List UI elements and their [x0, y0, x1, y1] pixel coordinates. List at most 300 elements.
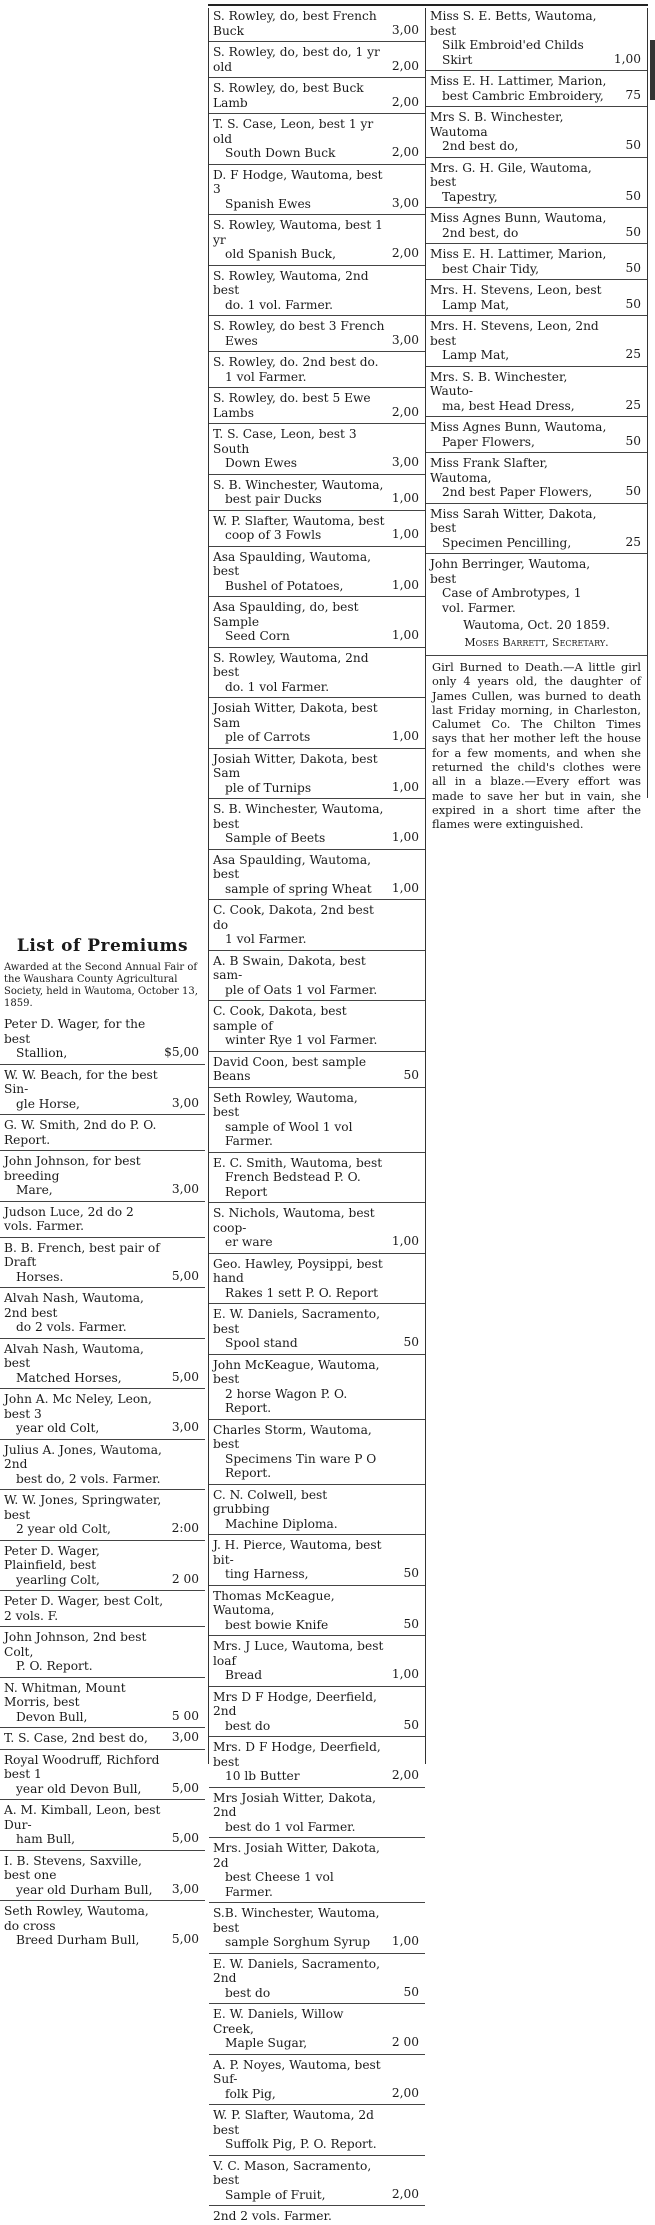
premium-amount: 1,00 — [391, 830, 419, 844]
entry-text: John A. Mc Neley, Leon, best 3 — [4, 1392, 152, 1421]
entry-continuation: best do — [225, 1985, 271, 2000]
entry-continuation: sample of Wool 1 vol Farmer. — [225, 1119, 353, 1148]
premium-entry — [209, 477, 425, 508]
entry-text: D. F Hodge, Wautoma, best 3 — [213, 167, 383, 196]
premium-entry — [209, 1956, 425, 2002]
entry-continuation: coop of 3 Fowls — [225, 528, 322, 542]
page-title: List of Premiums — [16, 936, 189, 956]
entry-divider — [209, 1736, 425, 1737]
entry-divider — [209, 1585, 425, 1586]
entry-text: Mrs. G. H. Gile, Wautoma, best — [430, 160, 592, 189]
entry-text: A. P. Noyes, Wautoma, best Suf- — [213, 2057, 381, 2086]
premium-amount: 2:00 — [171, 1521, 199, 1535]
entry-text: Miss Sarah Witter, Dakota, best — [430, 506, 597, 535]
premium-entry — [209, 1422, 425, 1482]
entry-continuation: Lamp Mat, — [442, 297, 510, 312]
entry-text: N. Whitman, Mount Morris, best — [4, 1680, 126, 1709]
entry-text: Mrs D F Hodge, Deerfield, 2nd — [213, 1689, 377, 1718]
entry-continuation: Devon Bull, — [16, 1709, 88, 1724]
entry-continuation: Tapestry, — [442, 189, 498, 204]
entry-text: Alvah Nash, Wautoma, 2nd best — [4, 1291, 144, 1320]
entry-text: S. Rowley, Wautoma, 2nd best — [213, 650, 369, 679]
entry-text: T. S. Case, Leon, best 3 South — [213, 427, 357, 456]
entry-divider — [209, 1686, 425, 1687]
entry-text: Mrs S. B. Winchester, Wautoma — [430, 110, 564, 139]
premium-amount: 50 — [625, 484, 641, 498]
premium-amount: 1,00 — [391, 880, 419, 895]
premium-amount: 1,00 — [391, 628, 419, 642]
entry-divider — [209, 697, 425, 698]
entry-continuation: Suffolk Pig, P. O. Report. — [225, 2137, 377, 2151]
entry-continuation: ting Harness, — [225, 1567, 309, 1581]
entry-text: S. Rowley, do, best do, 1 yr old — [213, 45, 380, 74]
entry-text: Miss S. E. Betts, Wautoma, best — [430, 9, 597, 38]
entry-text: Mrs. J Luce, Wautoma, best loaf — [213, 1639, 384, 1668]
premium-entry — [0, 1117, 205, 1148]
entry-continuation: old Spanish Buck, — [225, 247, 336, 261]
dateline: Wautoma, Oct. 20 1859. — [463, 618, 610, 632]
entry-continuation: best do — [225, 1718, 271, 1733]
divider — [426, 655, 647, 656]
entry-text: E. W. Daniels, Willow Creek, — [213, 2007, 344, 2036]
entry-continuation: 2 horse Wagon P. O. Report. — [225, 1386, 348, 1415]
premium-entry — [209, 1155, 425, 1201]
premium-entry — [426, 246, 647, 277]
entry-text: Asa Spaulding, do, best Sample — [213, 600, 359, 629]
entry-text: Thomas McKeague, Wautoma, — [213, 1588, 335, 1617]
premium-amount: 2,00 — [391, 404, 419, 419]
entry-divider — [209, 1484, 425, 1485]
entry-divider — [0, 1900, 205, 1901]
entry-continuation: Stallion, — [16, 1046, 68, 1060]
premium-entry — [209, 167, 425, 213]
premium-entry — [209, 1205, 425, 1251]
entry-text: S. Rowley, do, best Buck Lamb — [213, 81, 364, 110]
entry-divider — [209, 798, 425, 799]
entry-divider — [0, 1850, 205, 1851]
premium-amount: 50 — [625, 138, 641, 152]
premium-entry — [209, 390, 425, 421]
entry-continuation: Sample of Fruit, — [225, 2187, 326, 2202]
premium-entry — [426, 369, 647, 415]
entry-divider — [426, 70, 647, 71]
premium-amount: 1,00 — [391, 1667, 419, 1681]
entry-continuation: 2nd best Paper Flowers, — [442, 485, 593, 499]
premium-entry — [0, 1680, 205, 1726]
entry-divider — [0, 1727, 205, 1728]
entry-text: B. B. French, best pair of Draft — [4, 1240, 160, 1269]
premium-entry — [426, 556, 647, 616]
entry-continuation: 2 year old Colt, — [16, 1522, 111, 1536]
premium-entry — [209, 1905, 425, 1951]
entry-text: Mrs. H. Stevens, Leon, 2nd best — [430, 319, 599, 348]
entry-divider — [209, 1253, 425, 1254]
entry-text: Asa Spaulding, Wautoma, best — [213, 549, 371, 578]
premium-amount: 2,00 — [391, 246, 419, 260]
premium-amount: 5,00 — [171, 1831, 199, 1845]
premium-entry — [426, 318, 647, 364]
premium-amount: 50 — [403, 1068, 419, 1082]
premium-entry — [0, 1153, 205, 1199]
premium-amount: 2,00 — [391, 94, 419, 109]
entry-text: Mrs Josiah Witter, Dakota, 2nd — [213, 1790, 377, 1819]
entry-text: A. M. Kimball, Leon, best Dur- — [4, 1803, 161, 1832]
premium-entry — [0, 1204, 205, 1235]
entry-divider — [209, 1303, 425, 1304]
entry-continuation: 2nd best do, — [442, 139, 519, 153]
premium-amount: 50 — [403, 1335, 419, 1349]
premium-amount: 1,00 — [391, 491, 419, 505]
entry-divider — [426, 243, 647, 244]
entry-divider — [209, 351, 425, 352]
entry-continuation: 1 vol Farmer. — [225, 932, 307, 946]
entry-divider — [209, 849, 425, 850]
premium-entry — [209, 1487, 425, 1533]
entry-divider — [209, 899, 425, 900]
premium-entry — [209, 852, 425, 898]
entry-continuation: best Chair Tidy, — [442, 261, 540, 276]
entry-text: T. S. Case, 2nd best do, — [4, 1731, 148, 1745]
premium-amount: 3,00 — [171, 1730, 199, 1744]
entry-text: Miss Frank Slafter, Wautoma, — [430, 456, 548, 485]
premium-entry — [426, 506, 647, 552]
premium-entry — [209, 1357, 425, 1417]
premium-entry — [0, 1802, 205, 1848]
premium-entry — [209, 953, 425, 999]
entry-continuation: year old Devon Bull, — [16, 1781, 142, 1796]
entry-divider — [0, 1799, 205, 1800]
entry-text: S. B. Winchester, Wautoma, — [213, 477, 384, 492]
entry-divider — [209, 647, 425, 648]
premium-amount: 5,00 — [171, 1369, 199, 1384]
premium-entry — [209, 44, 425, 75]
premium-amount: 2 00 — [171, 1571, 199, 1586]
entry-text: John Berringer, Wautoma, best — [430, 557, 591, 586]
premium-entry — [0, 1442, 205, 1488]
entry-divider — [209, 2104, 425, 2105]
premium-amount: 75 — [625, 87, 641, 102]
premium-amount: 50 — [625, 433, 641, 448]
entry-text: T. S. Case, Leon, best 1 yr old — [213, 117, 374, 146]
entry-text: David Coon, best sample Beans — [213, 1054, 367, 1083]
premium-amount: 2,00 — [391, 2186, 419, 2201]
entry-text: Seth Rowley, Wautoma, do cross — [4, 1904, 149, 1933]
premium-entry — [209, 354, 425, 385]
entry-text: V. C. Mason, Sacramento, best — [213, 2158, 372, 2187]
premium-amount: 50 — [403, 1616, 419, 1631]
entry-continuation: gle Horse, — [16, 1096, 80, 1111]
entry-text: Asa Spaulding, Wautoma, best — [213, 852, 371, 881]
entry-continuation: sample of spring Wheat — [225, 881, 372, 896]
premium-entry — [0, 1752, 205, 1798]
entry-divider — [426, 315, 647, 316]
premium-entry — [426, 73, 647, 104]
entry-text: S. Nichols, Wautoma, best coop- — [213, 1206, 375, 1235]
entry-text: Josiah Witter, Dakota, best Sam — [213, 751, 378, 780]
premium-amount: 25 — [625, 397, 641, 412]
premium-entry — [0, 1240, 205, 1286]
premium-amount: 50 — [403, 1984, 419, 1999]
entry-text: S. Rowley, do, best French Buck — [213, 9, 377, 38]
premium-entry — [209, 116, 425, 162]
entry-text: W. W. Jones, Springwater, best — [4, 1493, 162, 1522]
entry-divider — [209, 214, 425, 215]
entry-text: S. Rowley, Wautoma, 2nd best — [213, 268, 369, 297]
entry-text: Miss E. H. Lattimer, Marion, — [430, 74, 607, 88]
entry-divider — [209, 546, 425, 547]
premium-entry — [209, 2107, 425, 2153]
entry-divider — [426, 416, 647, 417]
premium-entry — [209, 751, 425, 797]
entry-divider — [0, 1338, 205, 1339]
entry-divider — [209, 1051, 425, 1052]
entry-divider — [209, 2003, 425, 2004]
entry-text: C. Cook, Dakota, 2nd best do — [213, 903, 374, 932]
entry-divider — [209, 1087, 425, 1088]
entry-continuation: year old Colt, — [16, 1421, 100, 1435]
entry-text: A. B Swain, Dakota, best sam- — [213, 953, 366, 982]
entry-divider — [209, 950, 425, 951]
entry-text: Mrs. H. Stevens, Leon, best — [430, 283, 602, 297]
entry-text: Josiah Witter, Dakota, best Sam — [213, 701, 378, 730]
entry-divider — [209, 113, 425, 114]
entry-divider — [0, 1626, 205, 1627]
entry-continuation: 10 lb Butter — [225, 1769, 300, 1783]
entry-divider — [0, 1677, 205, 1678]
premium-amount: 3,00 — [171, 1881, 199, 1896]
premium-entry — [426, 160, 647, 206]
premium-entry — [209, 513, 425, 544]
entry-text: Seth Rowley, Wautoma, best — [213, 1090, 358, 1119]
premium-amount: 1,00 — [613, 51, 641, 66]
premium-amount: $5,00 — [164, 1045, 199, 1059]
entry-text: Miss Agnes Bunn, Wautoma, — [430, 420, 607, 434]
entry-continuation: Bushel of Potatoes, — [225, 578, 344, 593]
entry-continuation: Matched Horses, — [16, 1370, 122, 1385]
entry-divider — [209, 2054, 425, 2055]
premium-entry — [209, 1689, 425, 1735]
premium-entry — [0, 1593, 205, 1624]
entry-divider — [0, 1237, 205, 1238]
premium-amount: 3,00 — [391, 455, 419, 469]
premium-entry — [209, 801, 425, 847]
premium-entry — [209, 2208, 425, 2225]
premium-amount: 50 — [625, 296, 641, 311]
entry-divider — [209, 315, 425, 316]
entry-continuation: year old Durham Bull, — [16, 1882, 153, 1897]
entry-divider — [0, 1590, 205, 1591]
premium-amount: 3,00 — [171, 1095, 199, 1110]
premium-amount: 1,00 — [391, 1234, 419, 1248]
entry-continuation: ple of Turnips — [225, 780, 312, 795]
entry-divider — [209, 1534, 425, 1535]
entry-continuation: P. O. Report. — [16, 1659, 93, 1673]
entry-continuation: Seed Corn — [225, 629, 290, 643]
entry-continuation: South Down Buck — [225, 146, 336, 160]
entry-text: Peter D. Wager, for the best — [4, 1017, 146, 1046]
news-article: Girl Burned to Death.—A little girl only 4 years old, the daughter of James Cullen, was burned to death last Friday morning, in Charleston, Calumet Co. The Chilton Times says that her mother left the house for a few moments, and when she returned the child's clothes were all in a blaze.—Every effort was made to save her but in vain, she expired in a short time after the flames were extinguished. — [432, 660, 641, 832]
entry-continuation: Lamp Mat, — [442, 348, 510, 362]
premium-amount: 3,00 — [171, 1420, 199, 1434]
entry-continuation: ma, best Head Dress, — [442, 398, 575, 413]
entry-text: Miss E. H. Lattimer, Marion, — [430, 247, 607, 261]
entry-continuation: best bowie Knife — [225, 1617, 329, 1632]
premium-amount: 3,00 — [391, 22, 419, 37]
entry-text: Alvah Nash, Wautoma, best — [4, 1341, 144, 1370]
entry-text: Julius A. Jones, Wautoma, 2nd — [4, 1442, 162, 1471]
entry-text: W. W. Beach, for the best Sin- — [4, 1067, 158, 1096]
entry-divider — [209, 164, 425, 165]
entry-divider — [209, 596, 425, 597]
premium-amount: 5,00 — [171, 1932, 199, 1946]
premium-amount: 1,00 — [391, 1934, 419, 1948]
entry-continuation: ham Bull, — [16, 1832, 76, 1846]
middle-column — [208, 8, 426, 2223]
premium-entry — [0, 1629, 205, 1675]
top-rule — [208, 4, 648, 6]
entry-continuation: best Cheese 1 vol Farmer. — [225, 1870, 334, 1899]
entry-continuation: sample Sorghum Syrup — [225, 1935, 371, 1949]
entry-divider — [426, 207, 647, 208]
premium-entry — [209, 1790, 425, 1836]
entry-divider — [209, 1953, 425, 1954]
premium-entry — [209, 902, 425, 948]
entry-text: John McKeague, Wautoma, best — [213, 1357, 380, 1386]
entry-divider — [209, 1202, 425, 1203]
entry-continuation: Specimen Pencilling, — [442, 535, 572, 550]
entry-continuation: ple of Carrots — [225, 730, 311, 744]
entry-continuation: Spool stand — [225, 1336, 298, 1350]
entry-divider — [426, 106, 647, 107]
premium-entry — [209, 1256, 425, 1302]
entry-divider — [426, 157, 647, 158]
left-entries — [0, 1016, 205, 1949]
entry-text: S. B. Winchester, Wautoma, best — [213, 802, 384, 831]
entry-divider — [426, 503, 647, 504]
entry-continuation: Ewes — [225, 333, 258, 348]
entry-text: J. H. Pierce, Wautoma, best bit- — [213, 1538, 382, 1567]
entry-text: Mrs. Josiah Witter, Dakota, 2d — [213, 1841, 380, 1870]
entry-continuation: folk Pig, — [225, 2086, 276, 2101]
premium-entry — [209, 1588, 425, 1634]
premium-entry — [0, 1853, 205, 1899]
left-column — [0, 930, 205, 1949]
premium-entry — [0, 1730, 205, 1747]
premium-entry — [209, 1306, 425, 1352]
entry-divider — [209, 748, 425, 749]
entry-continuation: Bread — [225, 1668, 263, 1682]
entry-divider — [426, 553, 647, 554]
entry-text: W. P. Slafter, Wautoma, 2d best — [213, 2108, 374, 2137]
premium-entry — [209, 549, 425, 595]
entry-divider — [0, 1439, 205, 1440]
premium-amount: 50 — [403, 1566, 419, 1580]
entry-divider — [209, 1354, 425, 1355]
entry-divider — [0, 1540, 205, 1541]
entry-text: E. W. Daniels, Sacramento, best — [213, 1307, 380, 1336]
premium-amount: 50 — [625, 188, 641, 203]
entry-continuation: Breed Durham Bull, — [16, 1933, 140, 1947]
premium-entry — [0, 1492, 205, 1538]
entry-divider — [209, 1635, 425, 1636]
entry-divider — [209, 510, 425, 511]
premium-amount: 2,00 — [391, 1768, 419, 1782]
premium-amount: 1,00 — [391, 527, 419, 541]
premium-amount: 25 — [625, 347, 641, 361]
entry-text: Royal Woodruff, Richford best 1 — [4, 1752, 160, 1781]
premium-entry — [0, 1391, 205, 1437]
premium-entry — [209, 1638, 425, 1684]
premium-entry — [209, 268, 425, 314]
entry-continuation: 2nd best, do — [442, 225, 519, 240]
entry-divider — [426, 279, 647, 280]
premium-entry — [209, 599, 425, 645]
entry-divider — [209, 387, 425, 388]
secretary-signature: Moses Barrett, Secretary. — [464, 636, 609, 649]
premium-entry — [209, 1090, 425, 1150]
premium-amount: 2,00 — [391, 145, 419, 159]
premium-entry — [209, 8, 425, 39]
premium-entry — [426, 8, 647, 68]
premium-entry — [0, 1903, 205, 1949]
entry-continuation: do. 1 vol Farmer. — [225, 679, 330, 694]
entry-divider — [0, 1064, 205, 1065]
entry-continuation: best do 1 vol Farmer. — [225, 1819, 356, 1834]
entry-continuation: Silk Embroid'ed Childs Skirt — [442, 38, 584, 67]
premium-amount: 2,00 — [391, 2085, 419, 2100]
entry-text: 2nd 2 vols. Farmer. — [213, 2209, 332, 2223]
right-column — [426, 8, 648, 832]
entry-divider — [209, 1787, 425, 1788]
entry-continuation: 1 vol Farmer. — [225, 369, 307, 384]
entry-continuation: ple of Oats 1 vol Farmer. — [225, 982, 378, 997]
premium-entry — [209, 426, 425, 472]
entry-text: Miss Agnes Bunn, Wautoma, — [430, 211, 607, 225]
premium-entry — [209, 1739, 425, 1785]
entry-divider — [209, 1837, 425, 1838]
entry-divider — [209, 1902, 425, 1903]
entry-text: Charles Storm, Wautoma, best — [213, 1422, 372, 1451]
entry-continuation: Case of Ambrotypes, 1 vol. Farmer. — [442, 586, 582, 615]
entry-continuation: French Bedstead P. O. Report — [225, 1170, 361, 1199]
premium-entry — [0, 1341, 205, 1387]
premium-amount: 50 — [625, 224, 641, 239]
premium-amount: 5,00 — [171, 1780, 199, 1795]
entry-continuation: Spanish Ewes — [225, 196, 311, 211]
entry-divider — [209, 1152, 425, 1153]
entry-text: S. Rowley, Wautoma, best 1 yr — [213, 218, 383, 247]
entry-text: S. Rowley, do. best 5 Ewe Lambs — [213, 391, 371, 420]
premium-entry — [426, 210, 647, 241]
entry-text: E. C. Smith, Wautoma, best — [213, 1155, 383, 1170]
entry-text: Peter D. Wager, Plainfield, best — [4, 1543, 100, 1572]
entry-continuation: Rakes 1 sett P. O. Report — [225, 1285, 378, 1300]
entry-continuation: best do, 2 vols. Farmer. — [16, 1471, 161, 1486]
entry-continuation: Sample of Beets — [225, 831, 326, 845]
premium-amount: 50 — [403, 1717, 419, 1732]
premium-entry — [209, 80, 425, 111]
entry-text: C. Cook, Dakota, best sample of — [213, 1004, 347, 1033]
premium-entry — [209, 1537, 425, 1583]
entry-text: Mrs. S. B. Winchester, Wauto- — [430, 369, 568, 398]
premium-entry — [209, 318, 425, 349]
premium-entry — [426, 109, 647, 155]
premium-entry — [209, 2057, 425, 2103]
premium-entry — [426, 282, 647, 313]
entry-text: S. Rowley, do best 3 French — [213, 319, 385, 333]
entry-divider — [0, 1150, 205, 1151]
premium-amount: 2 00 — [391, 2035, 419, 2049]
